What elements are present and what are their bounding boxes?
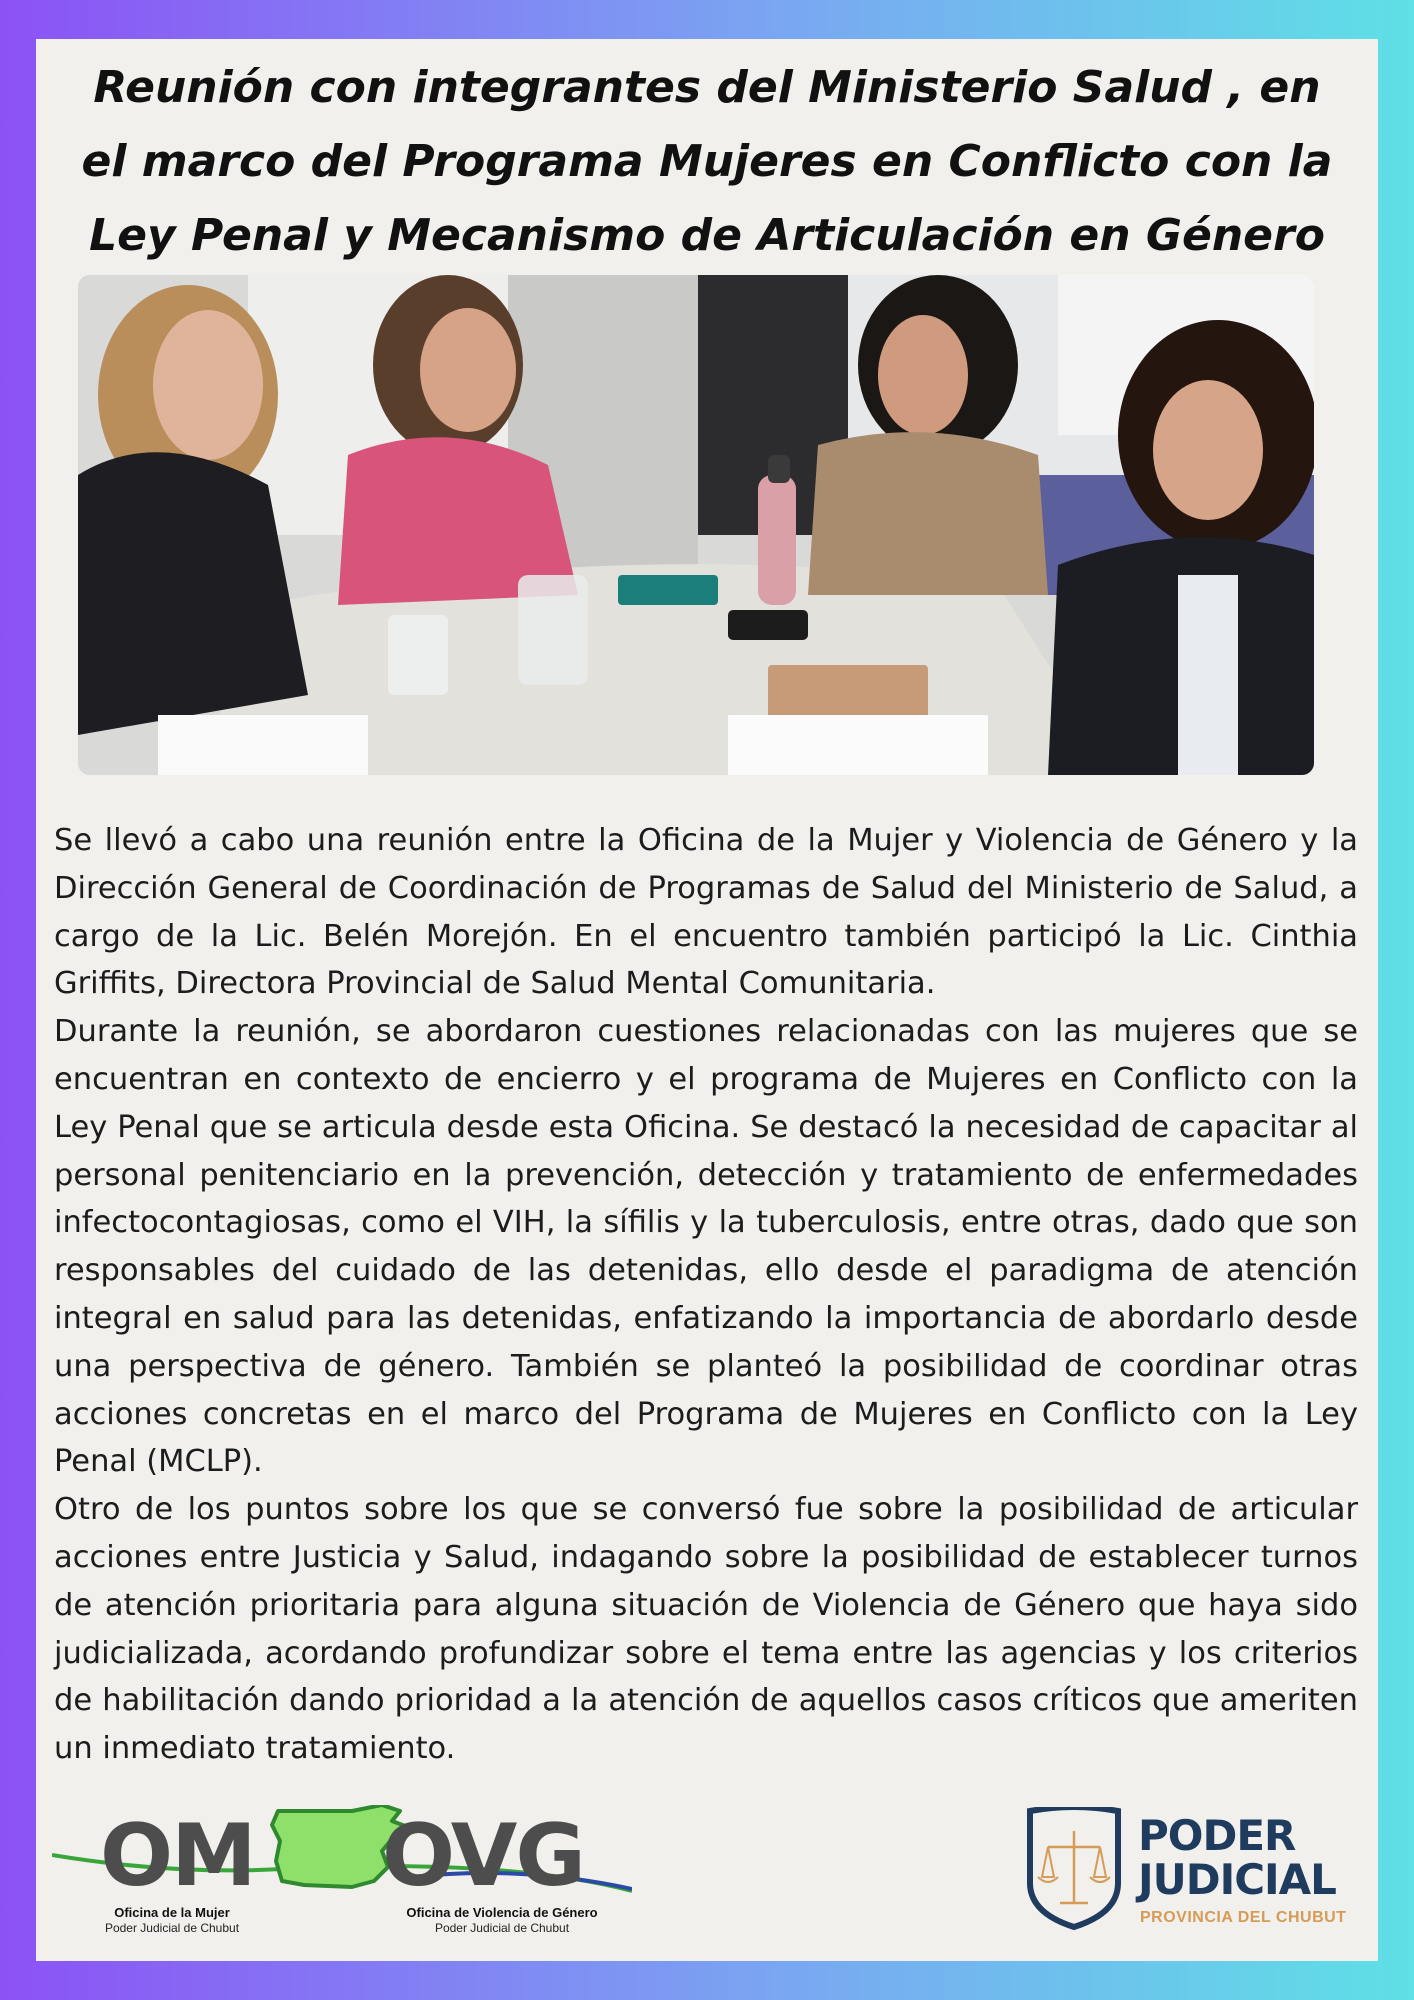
justice-shield-icon xyxy=(1024,1807,1124,1931)
document-card xyxy=(36,39,1378,1961)
ovg-name: Oficina de Violencia de Género xyxy=(406,1905,598,1920)
meeting-photo xyxy=(78,275,1314,775)
pj-line2: JUDICIAL xyxy=(1138,1855,1336,1904)
meeting-photo-illustration xyxy=(78,275,1314,775)
article-body xyxy=(54,817,1358,1773)
pj-sub: PROVINCIA DEL CHUBUT xyxy=(1140,1909,1347,1926)
paragraph-1: Se llevó a cabo una reunión entre la Oficina de la Mujer y Violencia de Género y la Dirección General de Coordinación de Programas de Salud del Ministerio de Salud, a cargo de la Lic. Belén Morejón. En el encuentro también participó la Lic. Cinthia Griffits, Directora Provincial de Salud Mental Comunitaria. xyxy=(54,823,1358,1002)
om-abbr: OM xyxy=(100,1806,255,1906)
om-name: Oficina de la Mujer xyxy=(114,1905,230,1920)
ovg-org: Poder Judicial de Chubut xyxy=(434,1921,570,1935)
paragraph-2: Durante la reunión, se abordaron cuestiones relacionadas con las mujeres que se encuentran en contexto de encierro y el programa de Mujeres en Conflicto con la Ley Penal que se articula desde esta Oficina. Se destacó la necesidad de capacitar al personal penitenciario en la prevención, detección y tratamiento de enfermedades infectocontagiosas, como el VIH, la sífilis y la tuberculosis, entre otras, dado que son responsables del cuidado de las detenidas, ello desde el paradigma de atención integral en salud para las detenidas, enfatizando la importancia de abordarlo desde una perspectiva de género. También se planteó la posibilidad de coordinar otras acciones concretas en el marco del Programa de Mujeres en Conflicto con la Ley Penal (MCLP). xyxy=(54,1014,1358,1480)
pj-line1: PODER xyxy=(1138,1811,1296,1860)
page-title: Reunión con integrantes del Ministerio Salud , en el marco del Programa Mujeres en Conflicto con la Ley Penal y Mecanismo de Articulación en Género xyxy=(81,62,1333,261)
om-ovg-logo xyxy=(52,1805,632,1945)
paragraph-3: Otro de los puntos sobre los que se conversó fue sobre la posibilidad de articular acciones entre Justicia y Salud, indagando sobre la posibilidad de establecer turnos de atención prioritaria para alguna situación de Violencia de Género que haya sido judicializada, acordando profundizar sobre el tema entre las agencias y los criterios de habilitación dando prioridad a la atención de aquellos casos críticos que ameriten un inmediato tratamiento. xyxy=(54,1492,1358,1767)
poder-judicial-logo xyxy=(1024,1807,1354,1947)
om-org: Poder Judicial de Chubut xyxy=(104,1921,240,1935)
ovg-abbr: OVG xyxy=(382,1806,584,1906)
